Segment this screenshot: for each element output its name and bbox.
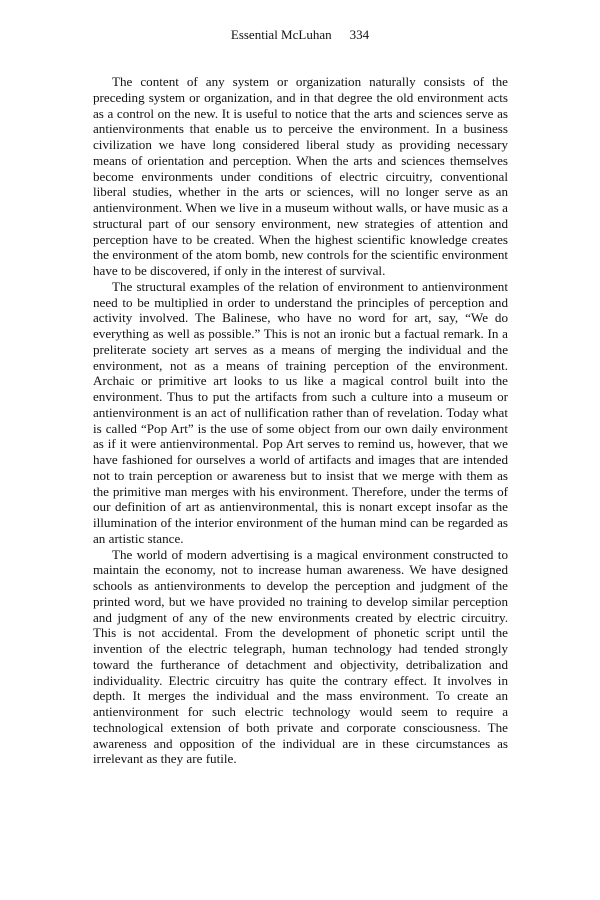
- paragraph-1: The content of any system or organization naturally consists of the preceding system or organization, and in that degree the old environment acts as a control on the new. It is useful to notice that the arts and sciences serve as antienvironments that enable us to perceive the environment. In a business civilization we have long considered liberal study as providing necessary means of orientation and perception. When the arts and sciences themselves become environments under conditions of electric circuitry, conventional liberal studies, whether in the arts or sciences, will no longer serve as an antienvironment. When we live in a museum without walls, or have music as a structural part of our sensory environment, new strategies of attention and perception have to be created. When the highest scientific knowledge creates the environment of the atom bomb, new controls for the scientific environment have to be discovered, if only in the interest of survival.: [93, 74, 508, 278]
- paragraph-3: The world of modern advertising is a magical environment constructed to maintain the economy, not to increase human awareness. We have designed schools as antienvironments to develop the perception and judgment of the printed word, but we have provided no training to develop similar perception and judgment of any of the new environments created by electric circuitry. This is not accidental. From the development of phonetic script until the invention of the electric telegraph, human technology had tended strongly toward the furtherance of detachment and objectivity, detribalization and individuality. Electric circuitry has quite the contrary effect. It involves in depth. It merges the individual and the mass environment. To create an antienvironment for such electric technology would seem to require a technological extension of both private and corporate consciousness. The awareness and opposition of the individual are in these circumstances as irrelevant as they are futile.: [93, 546, 508, 767]
- body-text: [93, 74, 508, 767]
- paragraph-2: The structural examples of the relation of environment to antienvironment need to be multiplied in order to understand the principles of perception and activity involved. The Balinese, who have no word for art, say, “We do everything as well as possible.” This is not an ironic but a factual remark. In a preliterate society art serves as a means of merging the individual and the environment, not as a means of training perception of the environment. Archaic or primitive art looks to us like a magical control built into the environment. Thus to put the artifacts from such a culture into a museum or antienvironment is an act of nullification rather than of revelation. Today what is called “Pop Art” is the use of some object from our own daily environment as if it were antienvironmental. Pop Art serves to remind us, however, that we have fashioned for ourselves a world of artifacts and images that are intended not to train perception or awareness but to insist that we merge with them as the primitive man merges with his environment. Therefore, under the terms of our definition of art as antienvironmental, this is nonart except insofar as the illumination of the interior environment of the human mind can be regarded as an artistic stance.: [93, 278, 508, 546]
- running-header: [0, 27, 600, 43]
- book-title: Essential McLuhan: [230, 27, 332, 42]
- page-number: 334: [349, 27, 370, 42]
